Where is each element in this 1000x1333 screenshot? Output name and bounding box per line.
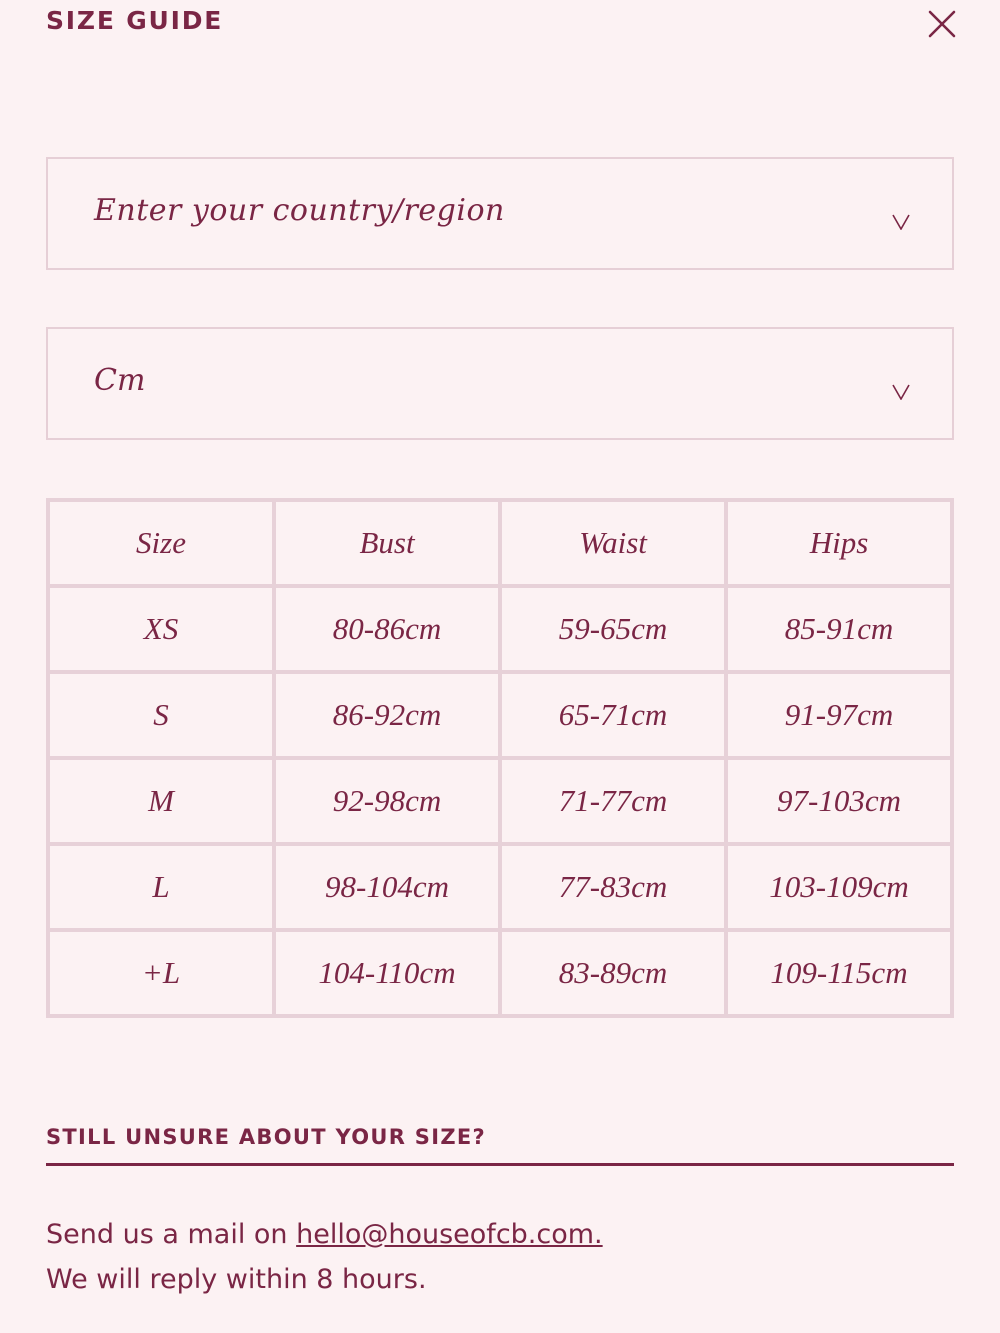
table-cell: 83-89cm xyxy=(500,930,726,1016)
chevron-down-icon xyxy=(890,384,912,400)
chevron-down-icon xyxy=(890,214,912,230)
table-cell: 85-91cm xyxy=(726,586,952,672)
close-button[interactable] xyxy=(926,8,958,40)
close-icon xyxy=(926,8,958,40)
table-cell: 109-115cm xyxy=(726,930,952,1016)
table-row xyxy=(48,586,952,672)
table-cell: S xyxy=(48,672,274,758)
unit-select-value: Cm xyxy=(94,363,146,398)
table-header-row xyxy=(48,500,952,586)
table-cell: 80-86cm xyxy=(274,586,500,672)
unit-select[interactable] xyxy=(46,327,954,440)
table-cell: 86-92cm xyxy=(274,672,500,758)
table-cell: 103-109cm xyxy=(726,844,952,930)
contact-line-prefix: Send us a mail on xyxy=(46,1219,297,1250)
table-cell: 77-83cm xyxy=(500,844,726,930)
table-header-cell: Bust xyxy=(274,500,500,586)
table-cell: +L xyxy=(48,930,274,1016)
table-cell: L xyxy=(48,844,274,930)
table-header-cell: Hips xyxy=(726,500,952,586)
table-row xyxy=(48,930,952,1016)
table-cell: 65-71cm xyxy=(500,672,726,758)
table-cell: XS xyxy=(48,586,274,672)
table-cell: 92-98cm xyxy=(274,758,500,844)
contact-info xyxy=(46,1212,603,1302)
email-link[interactable]: hello@houseofcb.com. xyxy=(296,1219,603,1250)
contact-line xyxy=(46,1212,603,1257)
reply-time-text: We will reply within 8 hours. xyxy=(46,1264,427,1295)
page-title: SIZE GUIDE xyxy=(46,6,224,35)
table-cell: 104-110cm xyxy=(274,930,500,1016)
table-row xyxy=(48,844,952,930)
country-region-placeholder: Enter your country/region xyxy=(94,193,505,228)
table-cell: 59-65cm xyxy=(500,586,726,672)
table-cell: 97-103cm xyxy=(726,758,952,844)
table-row xyxy=(48,758,952,844)
table-row xyxy=(48,672,952,758)
table-header-cell: Waist xyxy=(500,500,726,586)
table-cell: 91-97cm xyxy=(726,672,952,758)
table-header-cell: Size xyxy=(48,500,274,586)
table-cell: M xyxy=(48,758,274,844)
help-heading: STILL UNSURE ABOUT YOUR SIZE? xyxy=(46,1125,487,1149)
country-region-select[interactable] xyxy=(46,157,954,270)
size-chart-table xyxy=(46,498,954,1018)
divider xyxy=(46,1163,954,1166)
table-cell: 71-77cm xyxy=(500,758,726,844)
table-cell: 98-104cm xyxy=(274,844,500,930)
